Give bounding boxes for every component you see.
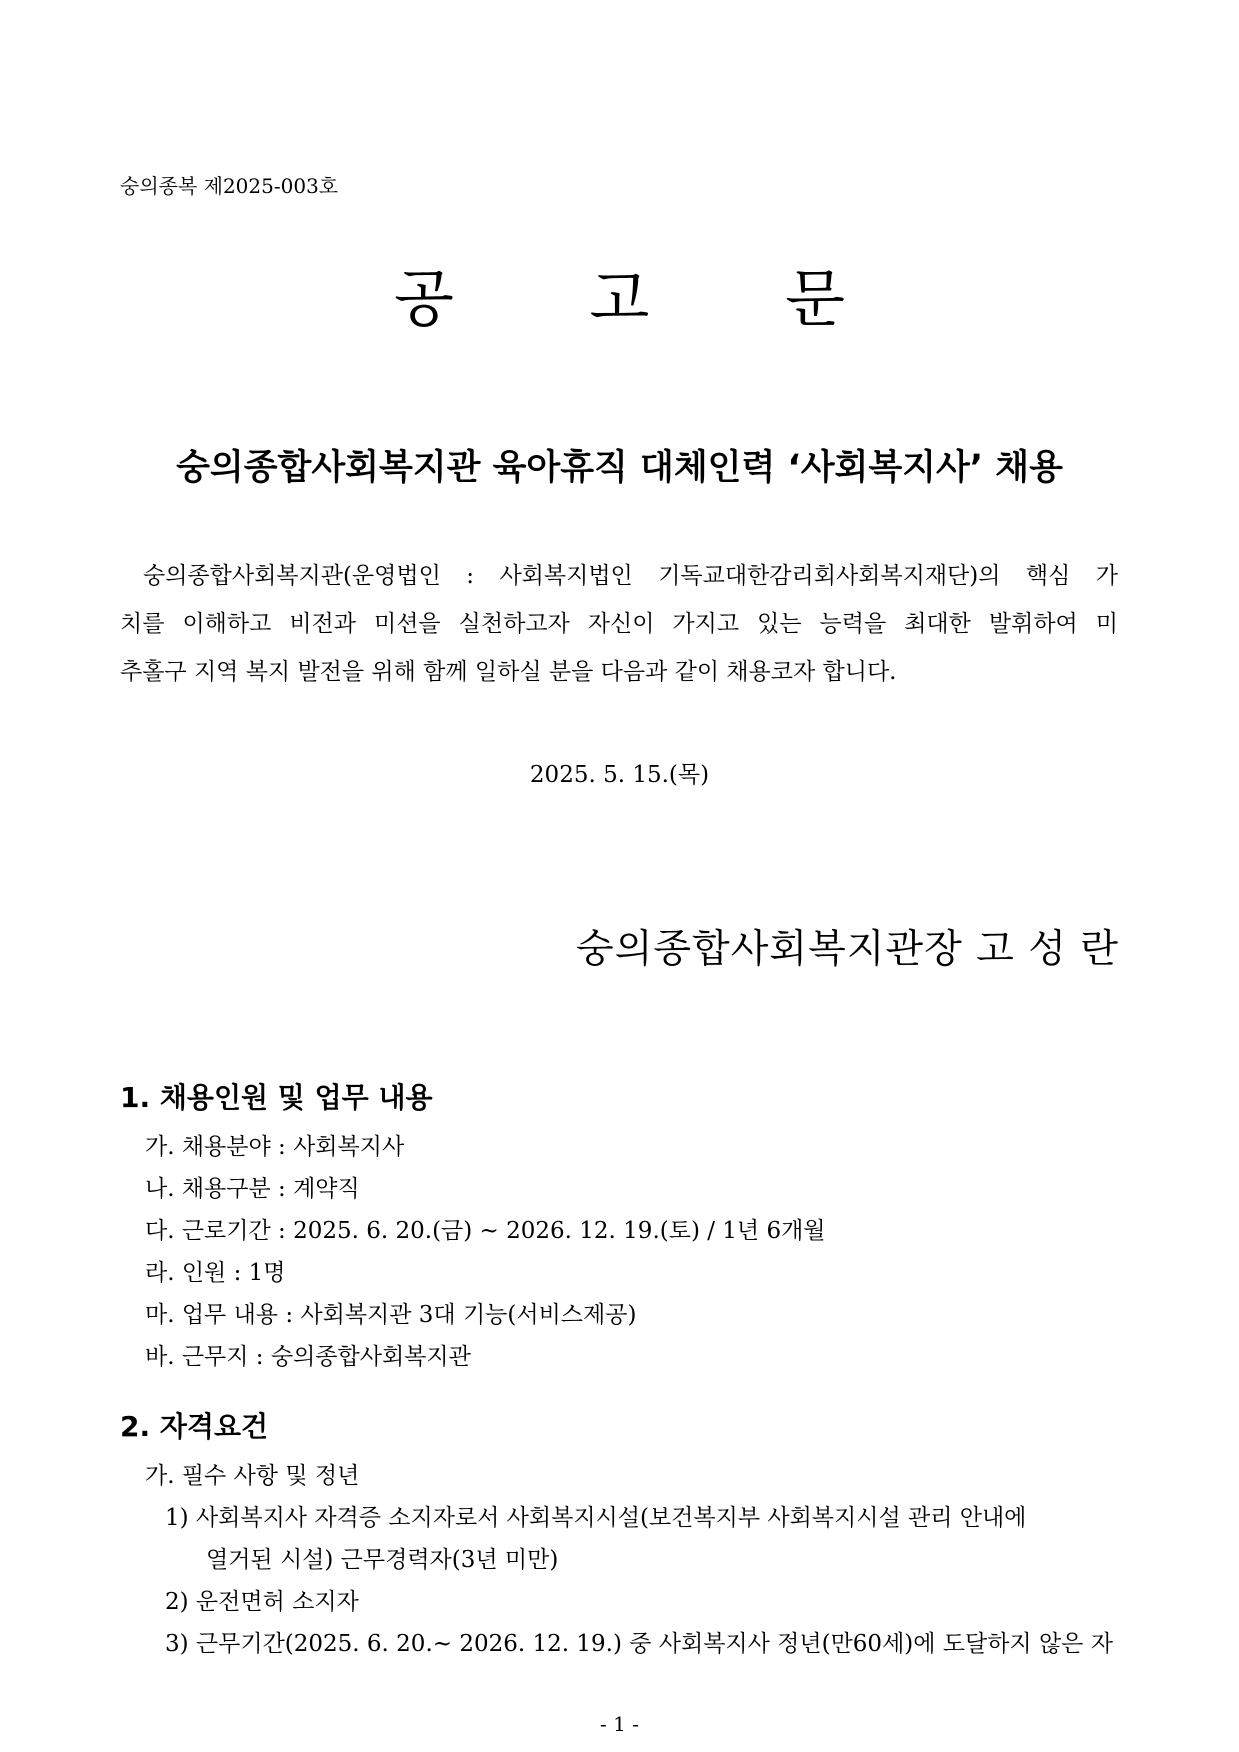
list-item: 나. 채용구분 : 계약직: [145, 1176, 360, 1202]
announcement-date: 2025. 5. 15.(목): [529, 762, 710, 788]
list-item: 가. 필수 사항 및 정년: [145, 1463, 360, 1489]
list-item: 가. 채용분야 : 사회복지사: [145, 1134, 405, 1160]
signature: 숭의종합사회복지관장 고 성 란: [576, 927, 1119, 972]
sub-list-item: 2) 운전면허 소지자: [165, 1589, 359, 1615]
intro-line: 숭의종합사회복지관(운영법인 : 사회복지법인 기독교대한감리회사회복지재단)의 핵심 가: [143, 563, 1118, 589]
sub-list-item: 1) 사회복지사 자격증 소지자로서 사회복지시설(보건복지부 사회복지시설 관리 안내에: [165, 1505, 1027, 1531]
intro-line: 치를 이해하고 비전과 미션을 실천하고자 자신이 가지고 있는 능력을 최대한 발휘하여 미: [120, 611, 1118, 637]
document-number: 숭의종복 제2025-003호: [120, 174, 339, 198]
list-item: 바. 근무지 : 숭의종합사회복지관: [145, 1344, 471, 1370]
sub-list-item-continuation: 열거된 시설) 근무경력자(3년 미만): [206, 1547, 559, 1573]
list-item: 다. 근로기간 : 2025. 6. 20.(금) ~ 2026. 12. 19.(토) / 1년 6개월: [145, 1218, 826, 1244]
section-heading-1: 1. 채용인원 및 업무 내용: [120, 1081, 433, 1114]
page-number: - 1 -: [600, 1712, 639, 1736]
list-item: 라. 인원 : 1명: [145, 1260, 286, 1286]
sub-list-item: 3) 근무기간(2025. 6. 20.~ 2026. 12. 19.) 중 사회복지사 정년(만60세)에 도달하지 않은 자: [165, 1631, 1113, 1657]
list-item: 마. 업무 내용 : 사회복지관 3대 기능(서비스제공): [145, 1302, 637, 1328]
intro-paragraph: [120, 552, 1118, 696]
document-title: 공 고 문: [393, 262, 904, 335]
document-subtitle: 숭의종합사회복지관 육아휴직 대체인력 ‘사회복지사’ 채용: [176, 448, 1063, 488]
intro-line: 추홀구 지역 복지 발전을 위해 함께 일하실 분을 다음과 같이 채용코자 합니다.: [120, 659, 897, 685]
section-heading-2: 2. 자격요건: [120, 1410, 269, 1443]
